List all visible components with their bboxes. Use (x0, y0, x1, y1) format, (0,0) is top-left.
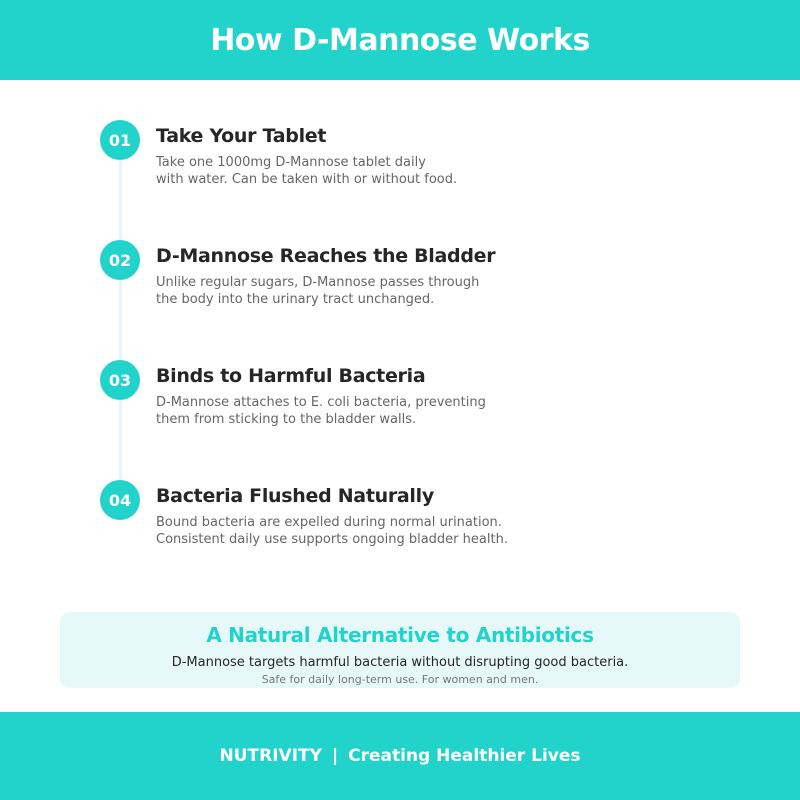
step-3 (100, 360, 700, 440)
step-description-line: Unlike regular sugars, D-Mannose passes through (156, 275, 480, 290)
step-description (156, 514, 516, 548)
step-description-line: the body into the urinary tract unchanged. (156, 292, 435, 307)
alternative-callout-box (60, 612, 740, 688)
step-description (156, 154, 516, 188)
step-description-line: Take one 1000mg D-Mannose tablet daily (156, 155, 426, 170)
step-description-line: with water. Can be taken with or without food. (156, 172, 458, 187)
step-title: D-Mannose Reaches the Bladder (156, 245, 496, 267)
step-4 (100, 480, 700, 560)
callout-title: A Natural Alternative to Antibiotics (206, 623, 594, 647)
step-number-badge: 01 (100, 120, 140, 160)
footer-separator: | (331, 746, 339, 766)
step-number-badge: 03 (100, 360, 140, 400)
step-number-badge: 04 (100, 480, 140, 520)
step-description (156, 274, 516, 308)
header-banner (0, 0, 800, 80)
step-title: Take Your Tablet (156, 125, 327, 147)
step-description-line: D-Mannose attaches to E. coli bacteria, preventing (156, 395, 486, 410)
callout-subtext: Safe for daily long-term use. For women and men. (261, 673, 539, 686)
step-2 (100, 240, 700, 320)
step-title: Binds to Harmful Bacteria (156, 365, 426, 387)
brand-name: NUTRIVITY (219, 746, 322, 766)
step-description (156, 394, 516, 428)
step-title: Bacteria Flushed Naturally (156, 485, 434, 507)
step-number-badge: 02 (100, 240, 140, 280)
brand-tagline: Creating Healthier Lives (348, 746, 581, 766)
callout-text: D-Mannose targets harmful bacteria without disrupting good bacteria. (171, 655, 629, 670)
step-1 (100, 120, 700, 200)
step-description-line: Bound bacteria are expelled during normal urination. (156, 515, 502, 530)
footer-banner (0, 712, 800, 800)
step-description-line: Consistent daily use supports ongoing bladder health. (156, 532, 508, 547)
page-title: How D-Mannose Works (210, 22, 590, 58)
step-description-line: them from sticking to the bladder walls. (156, 412, 417, 427)
